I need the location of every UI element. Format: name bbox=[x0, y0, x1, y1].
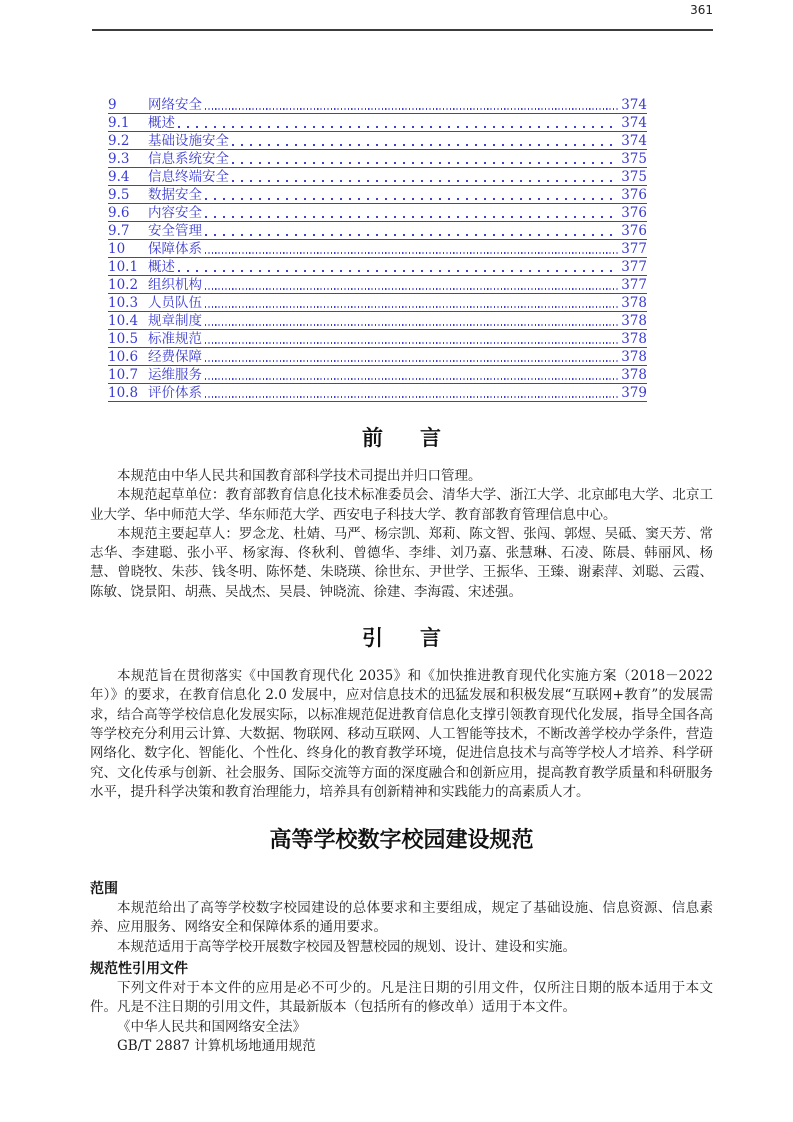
toc-entry[interactable] bbox=[108, 114, 647, 132]
toc-entry-title: 评价体系 bbox=[148, 385, 202, 401]
toc-entry-number: 9.2 bbox=[108, 133, 130, 149]
toc-leader-dots bbox=[205, 324, 618, 326]
toc-leader-dots bbox=[205, 288, 618, 290]
toc-leader-dots bbox=[205, 216, 618, 218]
toc-entry-page: 378 bbox=[621, 367, 647, 383]
toc-entry[interactable] bbox=[108, 384, 647, 402]
toc-entry-number: 9.6 bbox=[108, 205, 130, 221]
toc-entry-page: 376 bbox=[621, 187, 647, 203]
toc-entry-title: 运维服务 bbox=[148, 367, 202, 383]
toc-entry[interactable] bbox=[108, 222, 647, 240]
toc-entry-title: 规章制度 bbox=[148, 313, 202, 329]
toc-entry-title: 组织机构 bbox=[148, 277, 202, 293]
references-heading: 规范性引用文件 bbox=[90, 961, 188, 978]
toc-entry-page: 375 bbox=[621, 169, 647, 185]
toc-entry[interactable] bbox=[108, 366, 647, 384]
toc-entry-number: 10.3 bbox=[108, 295, 139, 311]
reference-item: 《中华人民共和国网络安全法》 bbox=[117, 1018, 306, 1035]
toc-entry[interactable] bbox=[108, 330, 647, 348]
toc-entry[interactable] bbox=[108, 240, 647, 258]
toc-entry-page: 376 bbox=[621, 223, 647, 239]
toc-entry-number: 10.4 bbox=[108, 313, 139, 329]
page-number: 361 bbox=[690, 3, 713, 17]
scope-heading: 范围 bbox=[90, 881, 118, 898]
toc-leader-dots bbox=[205, 396, 618, 398]
toc-leader-dots bbox=[205, 252, 618, 254]
foreword-heading: 前 言 bbox=[362, 426, 449, 450]
toc-entry[interactable] bbox=[108, 294, 647, 312]
foreword-paragraph: 本规范由中华人民共和国教育部科学技术司提出并归口管理。 bbox=[117, 468, 482, 484]
toc-leader-dots bbox=[205, 198, 618, 200]
toc-entry-page: 377 bbox=[621, 241, 647, 257]
toc-entry-number: 10.1 bbox=[108, 259, 139, 275]
toc-leader-dots bbox=[205, 360, 618, 362]
toc-entry-title: 信息终端安全 bbox=[148, 169, 229, 185]
toc-entry[interactable] bbox=[108, 276, 647, 294]
foreword-body bbox=[90, 467, 713, 602]
scope-paragraph: 本规范适用于高等学校开展数字校园及智慧校园的规划、设计、建设和实施。 bbox=[117, 938, 576, 955]
toc-entry[interactable] bbox=[108, 168, 647, 186]
toc-entry-number: 10.7 bbox=[108, 367, 139, 383]
references-body bbox=[90, 979, 713, 1056]
toc-leader-dots bbox=[232, 180, 618, 182]
references-paragraph: 下列文件对于本文件的应用是必不可少的。凡是注日期的引用文件，仅所注日期的版本适用于本文件。凡是不注日期的引用文件，其最新版本（包括所有的修改单）适用于本文件。 bbox=[90, 980, 713, 1016]
toc-entry-page: 376 bbox=[621, 205, 647, 221]
toc-entry-number: 10 bbox=[108, 241, 126, 257]
header-rule bbox=[92, 29, 713, 31]
toc-leader-dots bbox=[205, 234, 618, 236]
toc-entry-page: 379 bbox=[621, 385, 647, 401]
toc-entry-number: 10.6 bbox=[108, 349, 139, 365]
toc-entry-title: 网络安全 bbox=[148, 97, 202, 113]
toc-entry-page: 375 bbox=[621, 151, 647, 167]
toc-entry[interactable] bbox=[108, 204, 647, 222]
toc-entry-number: 9.1 bbox=[108, 115, 130, 131]
toc-entry[interactable] bbox=[108, 132, 647, 150]
toc-entry-page: 378 bbox=[621, 331, 647, 347]
toc-entry-number: 9.5 bbox=[108, 187, 130, 203]
toc-entry-title: 标准规范 bbox=[148, 331, 202, 347]
toc-entry-title: 经费保障 bbox=[148, 349, 202, 365]
toc-entry-title: 概述 bbox=[148, 115, 175, 131]
table-of-contents bbox=[108, 96, 647, 402]
toc-entry[interactable] bbox=[108, 258, 647, 276]
toc-entry-title: 数据安全 bbox=[148, 187, 202, 203]
toc-entry-number: 9 bbox=[108, 97, 117, 113]
toc-entry-title: 信息系统安全 bbox=[148, 151, 229, 167]
toc-entry-number: 10.8 bbox=[108, 385, 139, 401]
toc-entry-number: 10.5 bbox=[108, 331, 139, 347]
toc-entry-page: 378 bbox=[621, 295, 647, 311]
toc-entry-page: 378 bbox=[621, 313, 647, 329]
toc-entry-page: 378 bbox=[621, 349, 647, 365]
toc-entry-page: 377 bbox=[621, 259, 647, 275]
toc-entry-title: 基础设施安全 bbox=[148, 133, 229, 149]
scope-paragraph: 本规范给出了高等学校数字校园建设的总体要求和主要组成，规定了基础设施、信息资源、信息素养、应用服务、网络安全和保障体系的通用要求。 bbox=[90, 900, 713, 936]
toc-entry-number: 10.2 bbox=[108, 277, 139, 293]
toc-leader-dots bbox=[205, 108, 618, 110]
reference-item: GB/T 2887 计算机场地通用规范 bbox=[117, 1037, 316, 1054]
introduction-paragraph: 本规范旨在贯彻落实《中国教育现代化 2035》和《加快推进教育现代化实施方案（2018－2022年）》的要求，在教育信息化 2.0 发展中，应对信息技术的迅猛发展和积极发展“互联网+教育”的发展需求，结合高等学校信息化发展实际，以标准规范促进教育信息化支撑引领教育现代化发展，指导全国各高等学校充分利用云计算、大数据、物联网、移动互联网、人工智能等技术，不断改善学校办学条件，营造网络化、数字化、智能化、个性化、终身化的教育教学环境，促进信息技术与高等学校人才培养、科学研究、文化传承与创新、社会服务、国际交流等方面的深度融合和创新应用，提高教育教学质量和科研服务水平，提升科学决策和教育治理能力，培养具有创新精神和实践能力的高素质人才。 bbox=[90, 668, 713, 800]
toc-entry-title: 人员队伍 bbox=[148, 295, 202, 311]
toc-leader-dots bbox=[232, 144, 618, 146]
toc-leader-dots bbox=[205, 342, 618, 344]
toc-entry-number: 9.7 bbox=[108, 223, 130, 239]
introduction-body bbox=[90, 667, 713, 802]
toc-entry[interactable] bbox=[108, 348, 647, 366]
toc-entry-title: 保障体系 bbox=[148, 241, 202, 257]
standard-title: 高等学校数字校园建设规范 bbox=[269, 828, 534, 854]
toc-entry-page: 374 bbox=[621, 97, 647, 113]
toc-entry-page: 377 bbox=[621, 277, 647, 293]
toc-entry-number: 9.3 bbox=[108, 151, 130, 167]
introduction-heading: 引 言 bbox=[362, 626, 449, 651]
toc-leader-dots bbox=[178, 270, 618, 272]
toc-entry-title: 概述 bbox=[148, 259, 175, 275]
toc-entry[interactable] bbox=[108, 96, 647, 114]
toc-entry[interactable] bbox=[108, 186, 647, 204]
toc-entry[interactable] bbox=[108, 150, 647, 168]
toc-leader-dots bbox=[232, 162, 618, 164]
toc-entry-title: 内容安全 bbox=[148, 205, 202, 221]
toc-leader-dots bbox=[178, 126, 618, 128]
toc-entry-page: 374 bbox=[621, 133, 647, 149]
toc-entry[interactable] bbox=[108, 312, 647, 330]
foreword-paragraph: 本规范主要起草人：罗念龙、杜婧、马严、杨宗凯、郑莉、陈文智、张闯、郭煜、吴砥、窦天芳、常志华、李建聪、张小平、杨家海、佟秋利、曾德华、李绯、刘乃嘉、张慧琳、石凌、陈晨、韩丽风、杨慧、曾晓牧、朱莎、钱冬明、陈怀楚、朱晓瑛、徐世东、尹世学、王振华、王臻、谢素萍、刘聪、云霞、陈敏、饶景阳、胡燕、吴战杰、吴晨、钟晓流、徐建、李海霞、宋述强。 bbox=[90, 525, 713, 600]
toc-leader-dots bbox=[205, 378, 618, 380]
foreword-paragraph: 本规范起草单位：教育部教育信息化技术标准委员会、清华大学、浙江大学、北京邮电大学、北京工业大学、华中师范大学、华东师范大学、西安电子科技大学、教育部教育管理信息中心。 bbox=[90, 487, 713, 523]
scope-body bbox=[90, 899, 713, 957]
toc-entry-page: 374 bbox=[621, 115, 647, 131]
toc-entry-number: 9.4 bbox=[108, 169, 130, 185]
toc-leader-dots bbox=[205, 306, 618, 308]
toc-entry-title: 安全管理 bbox=[148, 223, 202, 239]
